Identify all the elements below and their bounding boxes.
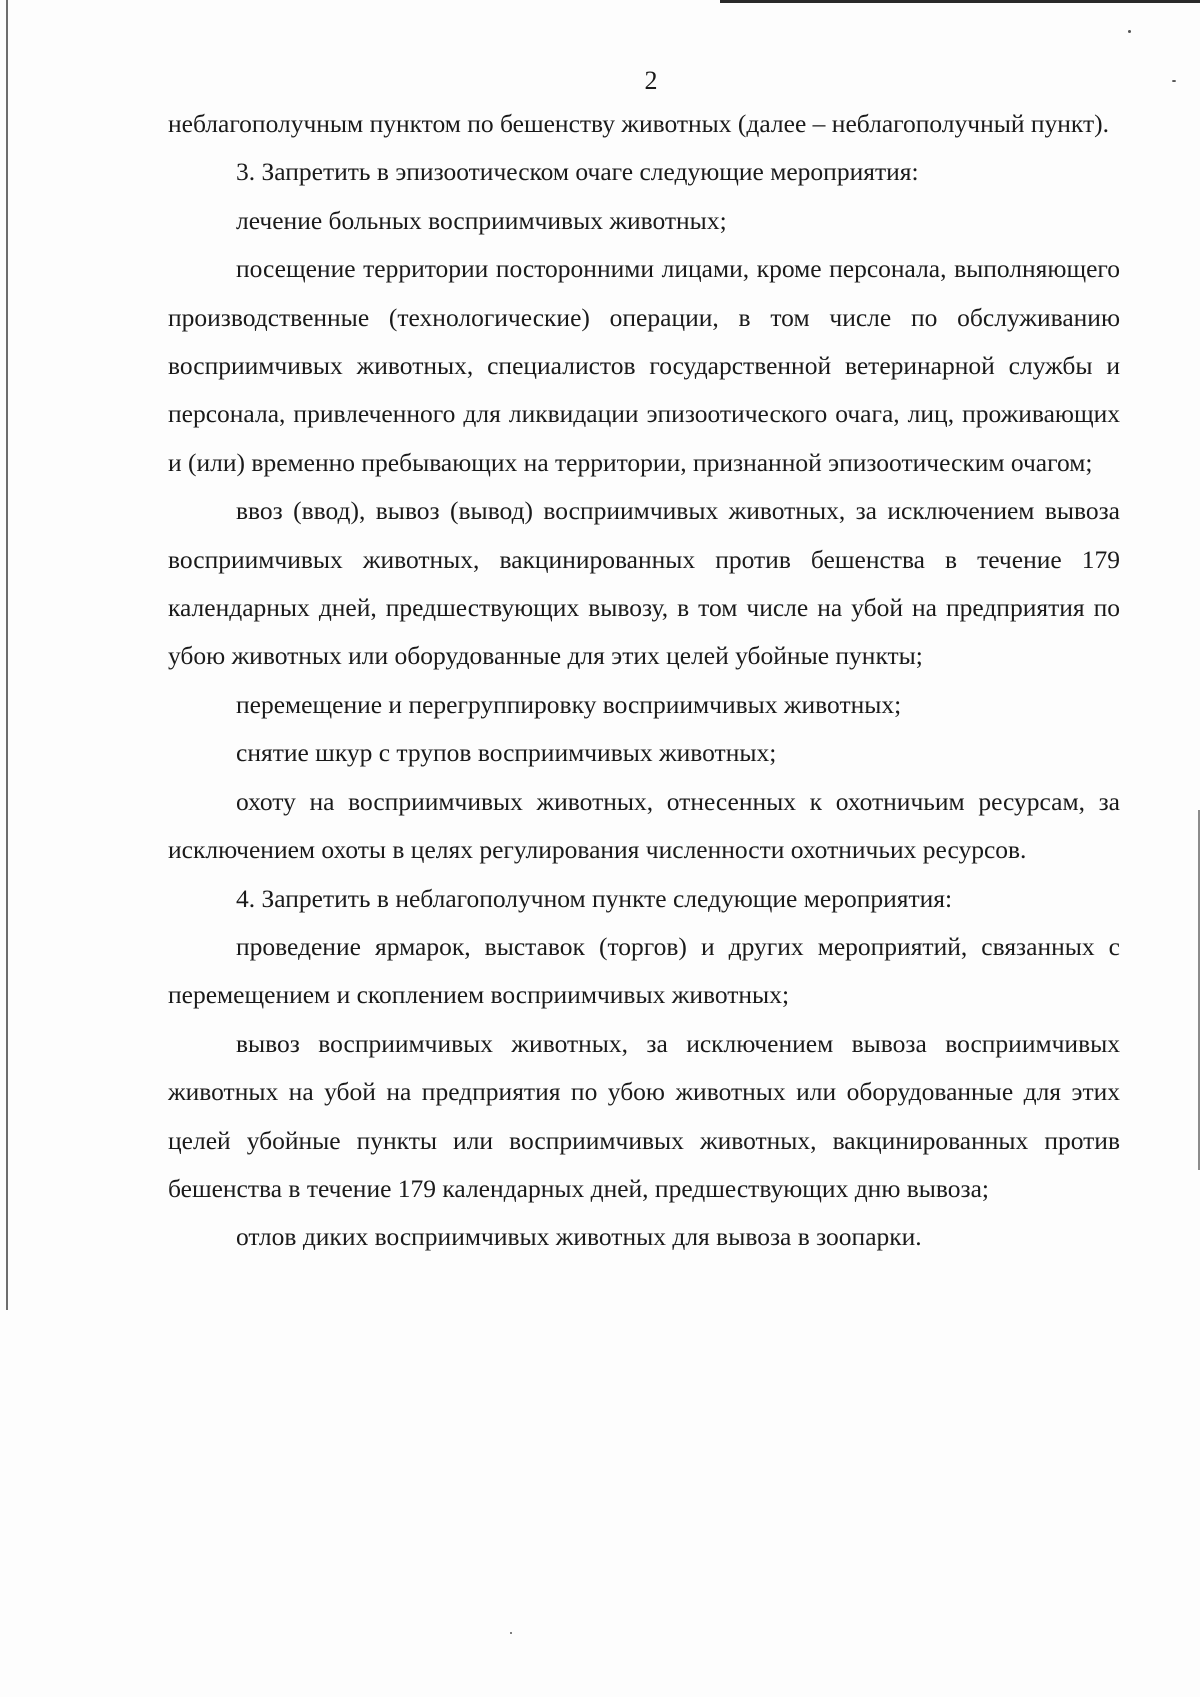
paragraph: проведение ярмарок, выставок (торгов) и других мероприятий, связанных с перемещением и скоплением восприимчивых животных; [168, 931, 1120, 1010]
paragraph: 3. Запретить в эпизоотическом очаге следующие мероприятия: [236, 157, 919, 187]
paragraph: отлов диких восприимчивых животных для вывоза в зоопарки. [236, 1222, 922, 1252]
paragraph: ввоз (ввод), вывоз (вывод) восприимчивых животных, за исключением вывоза восприимчивых животных, вакцинированных против бешенства в течение 179 календарных дней, предшествующих вывозу, в том числе на убой на предприятия по убою животных или оборудованные для этих целей убойные пункты; [168, 496, 1120, 671]
paragraph: неблагополучным пунктом по бешенству животных (далее – неблагополучный пункт). [168, 109, 1109, 138]
scan-top-edge [720, 0, 1200, 3]
paragraph: вывоз восприимчивых животных, за исключением вывоза восприимчивых животных на убой на предприятия по убою животных или оборудованные для этих целей убойные пункты или восприимчивых животных, вакцинированных против бешенства в течение 179 календарных дней, предшествующих дню вывоза; [168, 1028, 1120, 1203]
paragraph: охоту на восприимчивых животных, отнесенных к охотничьим ресурсам, за исключением охоты в целях регулирования численности охотничьих ресурсов. [168, 786, 1120, 865]
scan-speck [510, 1632, 512, 1634]
paragraph: посещение территории посторонними лицами, кроме персонала, выполняющего производственные (технологические) операции, в том числе по обслуживанию восприимчивых животных, специалистов государственной ветеринарной службы и персонала, привлеченного для ликвидации эпизоотического очага, лиц, проживающих и (или) временно пребывающих на территории, признанной эпизоотическим очагом; [168, 254, 1120, 477]
document-body [168, 100, 1120, 1262]
paragraph: лечение больных восприимчивых животных; [236, 205, 727, 235]
page-number: 2 [644, 66, 658, 95]
paragraph: 4. Запретить в неблагополучном пункте следующие мероприятия: [236, 883, 953, 913]
scan-left-edge [6, 0, 8, 1310]
scan-speck [1128, 30, 1131, 33]
paragraph: перемещение и перегруппировку восприимчивых животных; [236, 689, 902, 719]
paragraph: снятие шкур с трупов восприимчивых животных; [236, 738, 777, 768]
